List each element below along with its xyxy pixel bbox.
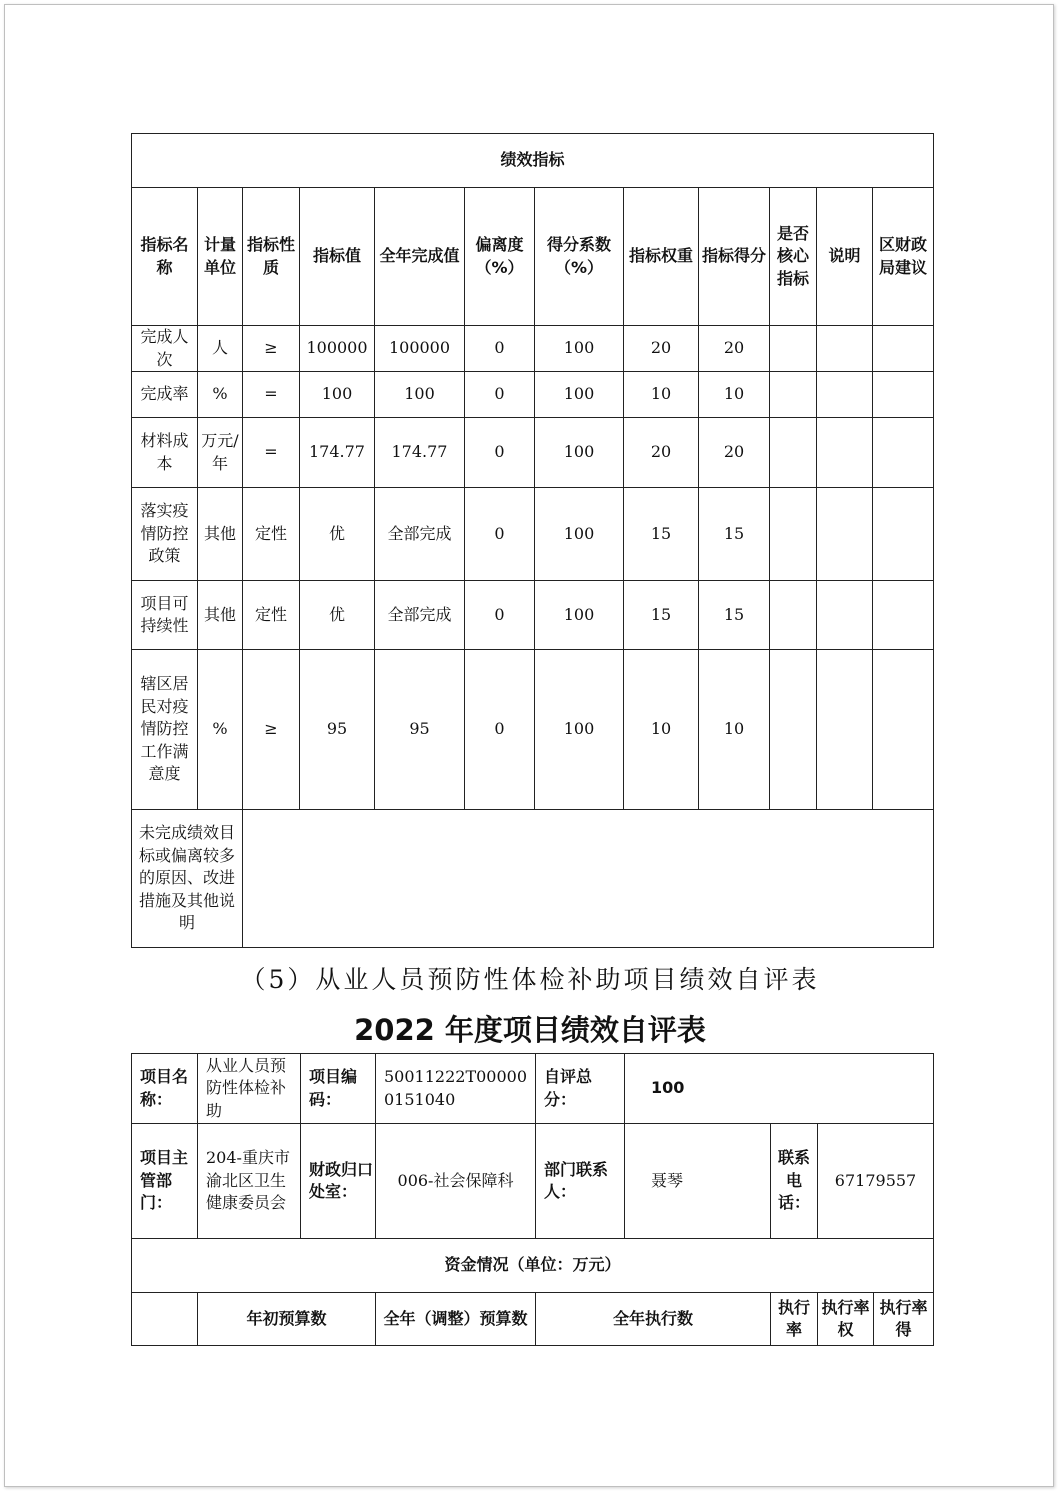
cell-remark — [817, 326, 873, 372]
performance-indicator-table — [131, 133, 934, 948]
cell-target: 优 — [300, 581, 375, 650]
cell-weight: 20 — [624, 418, 699, 488]
project-code-label: 项目编码： — [301, 1054, 376, 1124]
cell-remark — [817, 418, 873, 488]
cell-coefficient: 100 — [535, 372, 624, 418]
header-score: 指标得分 — [699, 188, 770, 326]
cell-completed: 174.77 — [375, 418, 465, 488]
cell-nature: = — [243, 418, 300, 488]
cell-unit: 其他 — [198, 488, 243, 581]
cell-weight: 10 — [624, 372, 699, 418]
cell-core — [770, 418, 817, 488]
cell-suggestion — [873, 488, 934, 581]
cell-indicator-name: 辖区居民对疫情防控工作满意度 — [132, 650, 198, 810]
cell-score: 20 — [699, 418, 770, 488]
cell-core — [770, 581, 817, 650]
cell-core — [770, 650, 817, 810]
table-row — [132, 488, 934, 581]
cell-target: 100000 — [300, 326, 375, 372]
header-weight: 指标权重 — [624, 188, 699, 326]
cell-score: 10 — [699, 650, 770, 810]
cell-deviation: 0 — [465, 650, 535, 810]
cell-indicator-name: 完成人次 — [132, 326, 198, 372]
cell-indicator-name: 项目可持续性 — [132, 581, 198, 650]
project-info-table — [131, 1053, 934, 1346]
header-suggestion: 区财政局建议 — [873, 188, 934, 326]
cell-completed: 95 — [375, 650, 465, 810]
dept-value: 204-重庆市渝北区卫生健康委员会 — [198, 1124, 301, 1239]
funds-title: 资金情况（单位：万元） — [132, 1239, 934, 1293]
header-nature: 指标性质 — [243, 188, 300, 326]
cell-core — [770, 372, 817, 418]
finance-office-label: 财政归口处室： — [301, 1124, 376, 1239]
fund-header-execution-rate: 执行率 — [771, 1293, 818, 1346]
cell-coefficient: 100 — [535, 581, 624, 650]
cell-coefficient: 100 — [535, 650, 624, 810]
cell-score: 15 — [699, 488, 770, 581]
fund-header-blank — [132, 1293, 198, 1346]
project-name-label: 项目名称： — [132, 1054, 198, 1124]
cell-weight: 15 — [624, 488, 699, 581]
cell-nature: = — [243, 372, 300, 418]
cell-completed: 全部完成 — [375, 488, 465, 581]
cell-core — [770, 488, 817, 581]
dept-label: 项目主管部门： — [132, 1124, 198, 1239]
cell-unit: 万元/年 — [198, 418, 243, 488]
header-core: 是否核心指标 — [770, 188, 817, 326]
cell-suggestion — [873, 418, 934, 488]
fund-header-initial-budget: 年初预算数 — [198, 1293, 376, 1346]
cell-unit: % — [198, 650, 243, 810]
cell-deviation: 0 — [465, 581, 535, 650]
cell-core — [770, 326, 817, 372]
cell-coefficient: 100 — [535, 418, 624, 488]
performance-title: 绩效指标 — [132, 134, 934, 188]
cell-deviation: 0 — [465, 326, 535, 372]
fund-header-adjusted-budget: 全年（调整）预算数 — [376, 1293, 536, 1346]
table-row — [132, 372, 934, 418]
table-row — [132, 418, 934, 488]
cell-weight: 20 — [624, 326, 699, 372]
cell-completed: 100 — [375, 372, 465, 418]
cell-score: 20 — [699, 326, 770, 372]
header-remark: 说明 — [817, 188, 873, 326]
cell-suggestion — [873, 326, 934, 372]
cell-unit: 其他 — [198, 581, 243, 650]
cell-target: 95 — [300, 650, 375, 810]
cell-completed: 100000 — [375, 326, 465, 372]
header-coefficient: 得分系数（%） — [535, 188, 624, 326]
cell-target: 优 — [300, 488, 375, 581]
cell-unit: % — [198, 372, 243, 418]
contact-value: 聂琴 — [625, 1124, 771, 1239]
table-row — [132, 326, 934, 372]
header-indicator-name: 指标名称 — [132, 188, 198, 326]
cell-unit: 人 — [198, 326, 243, 372]
section-subtitle: （5）从业人员预防性体检补助项目绩效自评表 — [240, 965, 820, 994]
phone-label: 联系电话： — [771, 1124, 818, 1239]
header-target: 指标值 — [300, 188, 375, 326]
cell-suggestion — [873, 372, 934, 418]
fund-header-executed: 全年执行数 — [536, 1293, 771, 1346]
score-label: 自评总分： — [536, 1054, 625, 1124]
cell-weight: 15 — [624, 581, 699, 650]
cell-deviation: 0 — [465, 372, 535, 418]
cell-weight: 10 — [624, 650, 699, 810]
fund-header-rate-weight: 执行率权 — [818, 1293, 874, 1346]
cell-target: 174.77 — [300, 418, 375, 488]
table-row — [132, 581, 934, 650]
fund-header-rate-score: 执行率得 — [874, 1293, 934, 1346]
cell-deviation: 0 — [465, 488, 535, 581]
cell-score: 10 — [699, 372, 770, 418]
cell-suggestion — [873, 650, 934, 810]
cell-completed: 全部完成 — [375, 581, 465, 650]
cell-coefficient: 100 — [535, 488, 624, 581]
cell-score: 15 — [699, 581, 770, 650]
page-title: 2022 年度项目绩效自评表 — [354, 1013, 706, 1047]
cell-remark — [817, 581, 873, 650]
cell-remark — [817, 650, 873, 810]
cell-indicator-name: 落实疫情防控政策 — [132, 488, 198, 581]
cell-remark — [817, 372, 873, 418]
header-completed: 全年完成值 — [375, 188, 465, 326]
note-value — [243, 810, 934, 948]
phone-value: 67179557 — [818, 1124, 934, 1239]
cell-target: 100 — [300, 372, 375, 418]
cell-remark — [817, 488, 873, 581]
cell-deviation: 0 — [465, 418, 535, 488]
cell-coefficient: 100 — [535, 326, 624, 372]
cell-indicator-name: 完成率 — [132, 372, 198, 418]
finance-office-value: 006-社会保障科 — [376, 1124, 536, 1239]
project-name-value: 从业人员预防性体检补助 — [198, 1054, 301, 1124]
cell-nature: ≥ — [243, 650, 300, 810]
note-label: 未完成绩效目标或偏离较多的原因、改进措施及其他说明 — [132, 810, 243, 948]
cell-nature: 定性 — [243, 488, 300, 581]
table-row — [132, 650, 934, 810]
header-deviation: 偏离度（%） — [465, 188, 535, 326]
cell-nature: ≥ — [243, 326, 300, 372]
header-unit: 计量单位 — [198, 188, 243, 326]
score-value: 100 — [625, 1054, 934, 1124]
cell-indicator-name: 材料成本 — [132, 418, 198, 488]
project-code-value: 50011222T000000151040 — [376, 1054, 536, 1124]
contact-label: 部门联系人： — [536, 1124, 625, 1239]
cell-nature: 定性 — [243, 581, 300, 650]
cell-suggestion — [873, 581, 934, 650]
